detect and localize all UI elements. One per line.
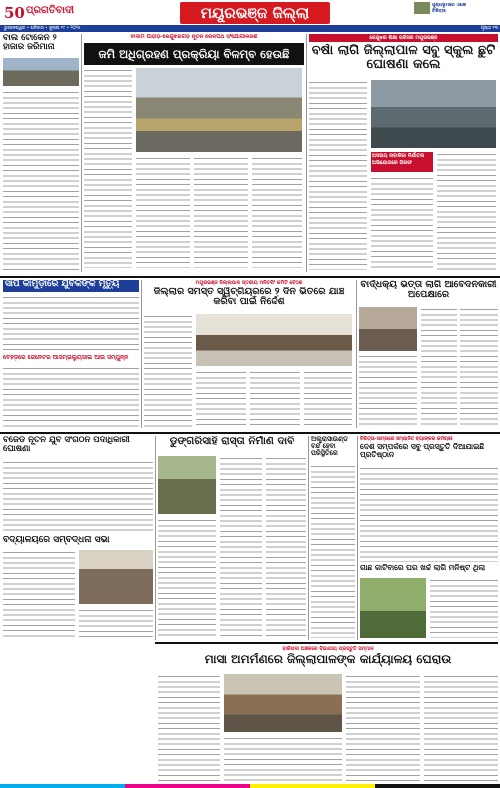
story-body-col-2 (220, 456, 262, 638)
promo-label-line-2: ଚିକିତ୍ସା (432, 9, 446, 14)
story-body-col-2 (371, 176, 433, 270)
story-body (3, 295, 139, 353)
story-body-col-4 (424, 674, 498, 782)
story-headline: ବାର୍ଦ୍ଧକ୍ୟ ଭତ୍ତା ଲାଗି ଆବେଦନକାରୀ ଅପେକ୍ଷାରେ (360, 280, 497, 301)
story-body-col-1 (144, 314, 192, 428)
story-headline: ବିଜେଡି ନୂତନ ଯୁବ ସଂଗଠନ ପଦାଧିକାରୀ ଘୋଷଣା (3, 436, 130, 455)
story-body-col-1 (359, 354, 417, 428)
story-body-col-1 (309, 80, 367, 270)
story-body-col-1 (84, 68, 132, 268)
column-divider (308, 436, 309, 640)
story-body (3, 90, 79, 270)
story-photo (3, 58, 79, 86)
page-title-text: ମୟୂରଭଞ୍ଜ ଜିଲ୍ଲା (200, 4, 310, 22)
logo-number: 50 (4, 4, 25, 22)
story-headline: ବାଲି ଟୋକେନ ୨ ହାଜାର ଜରିମାନା (3, 34, 57, 53)
story-bjd-youth (3, 436, 153, 640)
story-headline-2: ବେହିଡ଼ିରେ ଜେନେଟର ଆସମ୍ଭଲ୍ୟୁସାଇ ଆଉ ସମ୍ପୁନ୍ନ (3, 355, 129, 361)
story-body-col-2 (421, 307, 457, 428)
promo-label (432, 3, 498, 17)
story-sand-token (3, 34, 79, 274)
headline-box (84, 43, 304, 65)
footer-color-bar (0, 784, 500, 788)
story-headline: ମାସା ଅମର୍ମଣରେ ଜିଲ୍ଲାପାଳଙ୍କ କାର୍ଯ୍ୟାଳୟ ଘେରାଉ (204, 653, 452, 666)
story-body-2 (430, 578, 498, 638)
page-number: ପୃଷ୍ଠା ୧୩ (480, 26, 498, 31)
story-body-col-2 (136, 156, 190, 268)
date-line: ଭୁବନେଶ୍ୱର • ଶନିବାର • ଜୁଲାଇ ୧୯ • ୨୦୨୫ (4, 26, 81, 31)
story-body-col-1 (158, 518, 216, 638)
story-kicker: କେନ୍ଦୁଝର ଶିକ୍ଷା ପରିସର ମୟୂରଭଞ୍ଜ (309, 34, 498, 42)
story-body-col-3 (437, 152, 496, 270)
story-kicker: ବାଦାମ ପାହାଡ଼-କେନ୍ଦୁଝରଗଡ଼ ନୂତନ ରେଳପଥ ସଂଯୋଗୀକରଣ (130, 34, 258, 40)
story-kicker: ବାରିପଦା ଅଞ୍ଚଳରେ ବିଭାଗୀୟ ପ୍ରସ୍ତୁତି ସମ୍ମାନ (282, 646, 374, 652)
story-body-col-3 (266, 456, 306, 638)
story-body-col-3 (250, 370, 300, 428)
story-body-col-3 (194, 156, 248, 268)
story-body-3 (79, 608, 153, 638)
story-subhead (371, 152, 433, 172)
story-kicker: ମୟୂରଭଞ୍ଜ ଜିଲ୍ଲାପାଳ ସ୍ତରୀୟ ମନିଟରିଂ କମିଟି ବୈଠକ (195, 280, 303, 286)
section-rule (0, 276, 500, 278)
story-body-col-4 (304, 370, 352, 428)
masthead (0, 0, 500, 33)
story-photo-rain (371, 80, 496, 148)
story-body-col-2 (224, 736, 342, 782)
story-body-col-1 (158, 674, 220, 782)
story-headline: ଜମି ଅଧିଗ୍ରହଣ ପ୍ରକ୍ରିୟା ବିଳମ୍ବ ହେଉଛି (98, 47, 290, 61)
logo-mark (4, 3, 25, 22)
column-divider (306, 34, 307, 272)
story-school-holiday (309, 34, 498, 274)
story-dungarisahi-road (158, 436, 306, 640)
story-headline-2: ଗାଛ କାଟିବାରେ ଘର ଖର୍ଚ୍ଚ ଲାଗି ମନିଷ୍ଟ ଥିଲା (360, 564, 486, 572)
story-subhead-text: ଅସହାୟ ନାବାଳିକା ନିର୍ଯାତନା ଅଭିଯୋଗରେ ଗିରଫ (372, 153, 425, 166)
column-divider (356, 280, 357, 428)
story-body-col-3 (346, 674, 420, 782)
story-old-age-pension (359, 280, 498, 430)
story-ultrasound (311, 436, 355, 640)
story-collector-office-gherao (158, 646, 498, 784)
story-photo-school (79, 550, 153, 604)
column-divider (141, 280, 142, 428)
column-divider (357, 436, 358, 640)
story-body-col-2 (196, 370, 246, 428)
story-kicker: ଚିକିତ୍ସା-ସାମ୍ନାରେ ସମ୍ପାଦିତ ବ୍ୟାଙ୍କର କର୍ମଚାରୀ (360, 437, 453, 442)
story-photo-protest (224, 674, 342, 732)
story-photo-meeting (196, 314, 352, 366)
story-headline: ଡୁଙ୍ଗରିସାହି ରାସ୍ତା ନିର୍ମାଣ ଦାବି (169, 436, 295, 447)
story-body-col-4 (252, 156, 302, 268)
story-body (311, 464, 355, 638)
story-photo-pension (359, 307, 417, 351)
story-headline-2: ବିଦ୍ୟାଳୟରେ ସମ୍ବର୍ଦ୍ଧନା ସଭା (3, 536, 110, 545)
story-snakebite (3, 280, 139, 430)
column-divider (155, 436, 156, 640)
story-body-2 (3, 366, 139, 428)
promo-thumbnail (414, 2, 430, 14)
story-photo-road (158, 456, 216, 514)
story-headline: ଜିଲ୍ଲାର ସମସ୍ତ ସ୍ୱିଚ୍‌ଗିୟରରେ ୨ ଦିନ ଭିତରେ ଯାଞ୍ଚ କରିବା ପାଇଁ ନିର୍ଦ୍ଦେଶ (153, 287, 345, 308)
story-body (360, 466, 498, 562)
column-divider (81, 34, 82, 272)
story-headline: ସାପ କାମୁଡ଼ାରେ ଯୁବକଙ୍କ ମୃତ୍ୟୁ (3, 280, 139, 292)
newspaper-logo: ପ୍ରଗତିବାଦୀ (26, 5, 75, 16)
story-body-col-3 (460, 307, 498, 428)
page-title (180, 2, 330, 24)
story-switchgear (144, 280, 354, 430)
story-photo-tree (360, 578, 426, 638)
story-bank-employee (360, 436, 498, 640)
story-headline: ଅଲ୍ଟ୍ରାସାଉଣ୍ଡ ବନ୍ଦ ହେବା ପରିସ୍ଥିତିରେ (311, 436, 348, 458)
section-rule (0, 432, 500, 434)
story-headline: ଦେଶ ସମ୍ପର୍କରେ ସବୁ ପ୍ରସ୍ତୁତି ଦିଆଯାଇଛି ପ୍ରତିଷ୍ଠାନ (360, 443, 485, 460)
story-headline: ବର୍ଷା ଲାଗି ଜିଲ୍ଲାପାଳ ସବୁ ସ୍କୁଲ ଛୁଟି ଘୋଷଣା କଲେ (311, 44, 496, 73)
story-land-acquisition (84, 34, 304, 274)
promo-label-line-1: ପୁଷ୍ପଭୂମିରେ ଏଣିକି (432, 3, 467, 8)
section-rule (155, 642, 498, 644)
story-body-2 (3, 550, 75, 638)
story-photo-railway (136, 68, 302, 152)
story-body (3, 460, 153, 534)
